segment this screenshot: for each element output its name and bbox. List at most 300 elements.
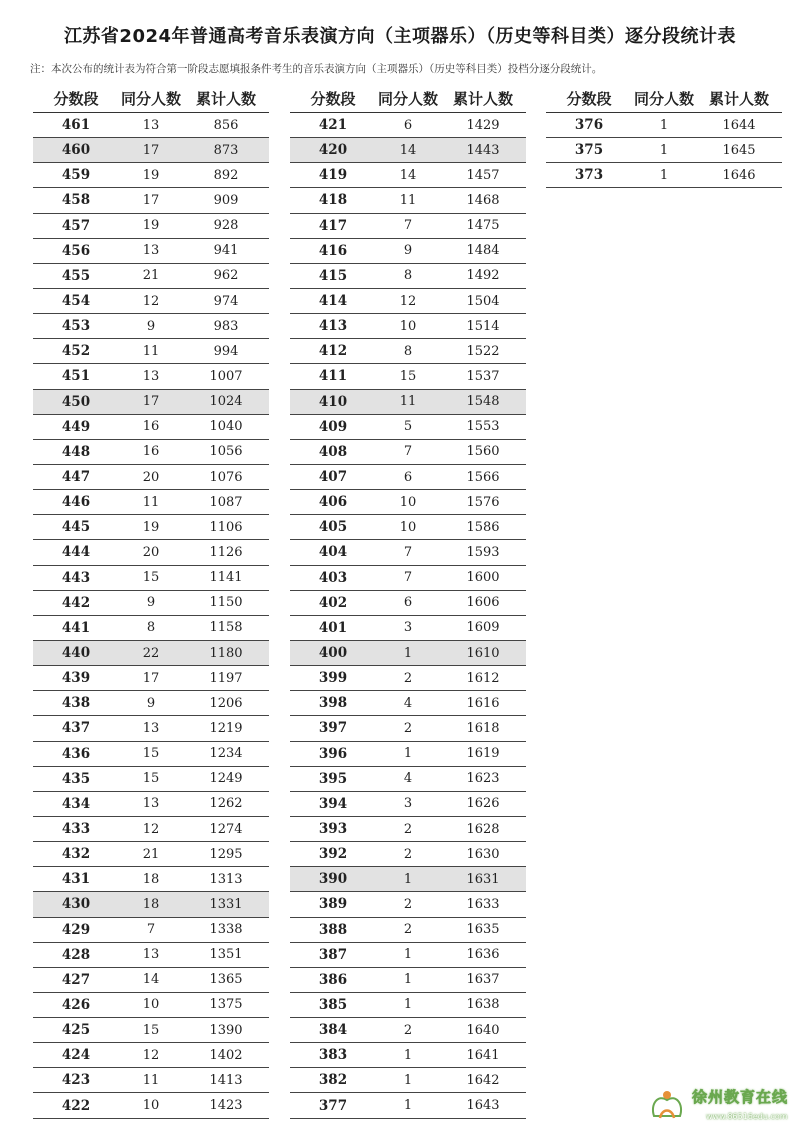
same-score-count-cell: 7 [403,570,413,586]
score-band-cell: 375 [574,142,604,159]
cumulative-count-cell: 1537 [466,368,500,384]
cumulative-count-cell: 1637 [466,972,500,988]
table-row [546,113,782,138]
cumulative-count-cell: 909 [213,192,239,208]
table-row [290,214,526,239]
same-score-count-cell: 20 [142,469,160,485]
score-band-cell: 446 [61,494,91,511]
score-band-cell: 397 [318,720,348,737]
same-score-count-cell: 12 [399,293,417,309]
table-row [33,1043,269,1068]
table-row [33,591,269,616]
same-score-count-cell: 13 [142,796,160,812]
table-row [290,892,526,917]
table-row [290,113,526,138]
table-rows [33,113,269,1119]
same-score-count-cell: 6 [403,469,413,485]
score-band-cell: 457 [61,217,91,234]
score-band-cell: 385 [318,996,348,1013]
table-row [290,691,526,716]
cumulative-count-cell: 1600 [466,570,500,586]
score-band-cell: 406 [318,494,348,511]
table-row [33,1018,269,1043]
score-band-cell: 434 [61,795,91,812]
same-score-count-cell: 3 [403,796,413,812]
score-band-cell: 405 [318,519,348,536]
same-score-count-cell: 11 [142,1072,160,1088]
score-band-cell: 398 [318,695,348,712]
score-band-cell: 438 [61,695,91,712]
same-score-count-cell: 17 [142,670,160,686]
table-header [290,84,526,113]
cumulative-count-cell: 994 [213,343,239,359]
same-score-count-cell: 10 [399,494,417,510]
table-row [33,641,269,666]
cumulative-count-cell: 1197 [209,670,243,686]
score-band-cell: 437 [61,720,91,737]
score-band-cell: 448 [61,443,91,460]
same-score-count-cell: 10 [399,318,417,334]
cumulative-count-cell: 1548 [466,394,500,410]
cumulative-count-cell: 1616 [466,695,500,711]
table-row [33,993,269,1018]
table-header [546,84,782,113]
same-score-count-cell: 9 [403,243,413,259]
same-score-count-cell: 13 [142,720,160,736]
same-score-count-cell: 13 [142,117,160,133]
same-score-count-cell: 9 [146,595,156,611]
same-score-count-cell: 2 [403,922,413,938]
cumulative-count-cell: 1641 [466,1047,500,1063]
cumulative-count-cell: 1586 [466,519,500,535]
score-band-cell: 400 [318,645,348,662]
cumulative-count-cell: 1640 [466,1022,500,1038]
table-row [290,968,526,993]
score-band-cell: 416 [318,242,348,259]
cumulative-count-cell: 1618 [466,720,500,736]
table-row [290,364,526,389]
same-score-count-cell: 13 [142,243,160,259]
same-score-count-cell: 2 [403,821,413,837]
table-row [33,339,269,364]
score-band-cell: 450 [61,393,91,410]
table-row [290,188,526,213]
table-note: 注：本次公布的统计表为符合第一阶段志愿填报条件考生的音乐表演方向（主项器乐）（历史等科目类）投档分逐分段统计。 [30,63,603,75]
score-band-cell: 420 [318,142,348,159]
same-score-count-cell: 1 [403,645,413,661]
cumulative-count-cell: 1076 [209,469,243,485]
cumulative-count-cell: 1646 [722,167,756,183]
cumulative-count-cell: 873 [213,142,239,158]
score-band-cell: 436 [61,745,91,762]
table-row [33,666,269,691]
table-row [33,113,269,138]
table-row [33,314,269,339]
table-row [33,214,269,239]
score-band-cell: 458 [61,192,91,209]
score-table-column-1 [33,84,269,1119]
same-score-count-cell: 16 [142,419,160,435]
table-row [290,918,526,943]
same-score-count-cell: 13 [142,368,160,384]
header-same-score-count: 同分人数 [377,89,438,108]
same-score-count-cell: 1 [659,117,669,133]
same-score-count-cell: 14 [142,972,160,988]
cumulative-count-cell: 1249 [209,771,243,787]
cumulative-count-cell: 1593 [466,544,500,560]
same-score-count-cell: 9 [146,695,156,711]
score-band-cell: 452 [61,343,91,360]
score-band-cell: 410 [318,393,348,410]
score-band-cell: 429 [61,921,91,938]
header-same-score-count: 同分人数 [633,89,694,108]
table-row [290,1093,526,1118]
score-band-cell: 386 [318,971,348,988]
table-row [33,1093,269,1118]
cumulative-count-cell: 1457 [466,167,500,183]
cumulative-count-cell: 1643 [466,1098,500,1114]
cumulative-count-cell: 1423 [209,1098,243,1114]
cumulative-count-cell: 1609 [466,620,500,636]
table-row [290,1018,526,1043]
table-row [546,163,782,188]
cumulative-count-cell: 1313 [209,871,243,887]
table-row [546,138,782,163]
same-score-count-cell: 8 [403,268,413,284]
cumulative-count-cell: 1576 [466,494,500,510]
same-score-count-cell: 11 [399,394,417,410]
cumulative-count-cell: 1630 [466,846,500,862]
score-band-cell: 447 [61,469,91,486]
score-table-column-2 [290,84,526,1119]
table-row [33,415,269,440]
table-row [290,616,526,641]
same-score-count-cell: 21 [142,846,160,862]
same-score-count-cell: 19 [142,519,160,535]
header-score-band: 分数段 [53,89,99,108]
cumulative-count-cell: 1331 [209,896,243,912]
cumulative-count-cell: 1150 [209,595,243,611]
header-score-band: 分数段 [310,89,356,108]
score-band-cell: 390 [318,871,348,888]
score-band-cell: 459 [61,167,91,184]
cumulative-count-cell: 1642 [466,1072,500,1088]
score-band-cell: 461 [61,117,91,134]
table-row [33,264,269,289]
table-row [33,918,269,943]
same-score-count-cell: 17 [142,142,160,158]
table-row [33,691,269,716]
watermark-name: 徐州教育在线 [692,1088,789,1106]
score-band-cell: 418 [318,192,348,209]
score-band-cell: 433 [61,821,91,837]
cumulative-count-cell: 1635 [466,922,500,938]
same-score-count-cell: 12 [142,821,160,837]
same-score-count-cell: 15 [399,368,417,384]
score-band-cell: 377 [318,1097,348,1114]
same-score-count-cell: 18 [142,871,160,887]
table-row [33,867,269,892]
score-band-cell: 387 [318,946,348,963]
cumulative-count-cell: 1219 [209,720,243,736]
table-row [33,490,269,515]
table-row [33,566,269,591]
same-score-count-cell: 17 [142,192,160,208]
same-score-count-cell: 12 [142,1047,160,1063]
score-band-cell: 439 [61,670,91,687]
cumulative-count-cell: 1636 [466,947,500,963]
cumulative-count-cell: 1365 [209,972,243,988]
score-band-cell: 421 [318,117,348,134]
same-score-count-cell: 11 [399,192,417,208]
score-band-cell: 399 [318,670,348,687]
cumulative-count-cell: 1514 [466,318,500,334]
table-row [33,842,269,867]
table-row [290,264,526,289]
same-score-count-cell: 7 [403,444,413,460]
score-band-cell: 419 [318,167,348,184]
cumulative-count-cell: 1484 [466,243,500,259]
cumulative-count-cell: 1619 [466,746,500,762]
header-same-score-count: 同分人数 [120,89,181,108]
cumulative-count-cell: 1628 [466,821,500,837]
table-row [33,289,269,314]
cumulative-count-cell: 1429 [466,117,500,133]
cumulative-count-cell: 1612 [466,670,500,686]
table-row [33,440,269,465]
table-row [290,716,526,741]
same-score-count-cell: 8 [146,620,156,636]
cumulative-count-cell: 1375 [209,997,243,1013]
table-row [290,465,526,490]
table-row [33,163,269,188]
score-band-cell: 435 [61,770,91,787]
same-score-count-cell: 5 [403,419,413,435]
cumulative-count-cell: 1024 [209,394,243,410]
table-row [33,239,269,264]
table-row [33,390,269,415]
table-row [290,591,526,616]
same-score-count-cell: 2 [403,670,413,686]
cumulative-count-cell: 1338 [209,922,243,938]
person-leaf-logo-icon [648,1086,686,1124]
cumulative-count-cell: 1141 [209,570,243,586]
same-score-count-cell: 10 [142,997,160,1013]
same-score-count-cell: 1 [403,1047,413,1063]
same-score-count-cell: 1 [659,167,669,183]
table-row [290,943,526,968]
table-row [33,943,269,968]
table-row [290,490,526,515]
table-row [33,364,269,389]
watermark-url: www.86516edu.com [706,1112,788,1121]
page-title: 江苏省2024年普通高考音乐表演方向（主项器乐）（历史等科目类）逐分段统计表 [63,26,737,47]
same-score-count-cell: 7 [403,544,413,560]
score-band-cell: 441 [61,619,91,636]
same-score-count-cell: 15 [142,1022,160,1038]
cumulative-count-cell: 1553 [466,419,500,435]
score-band-cell: 415 [318,267,348,284]
table-row [290,641,526,666]
table-row [290,540,526,565]
table-row [290,867,526,892]
cumulative-count-cell: 1158 [209,620,243,636]
same-score-count-cell: 2 [403,1022,413,1038]
same-score-count-cell: 4 [403,695,413,711]
table-row [290,289,526,314]
cumulative-count-cell: 1295 [209,846,243,862]
cumulative-count-cell: 1633 [466,896,500,912]
table-row [290,1068,526,1093]
table-row [290,415,526,440]
same-score-count-cell: 3 [403,620,413,636]
same-score-count-cell: 16 [142,444,160,460]
cumulative-count-cell: 1106 [209,519,243,535]
score-band-cell: 403 [318,569,348,586]
same-score-count-cell: 12 [142,293,160,309]
score-band-cell: 407 [318,469,348,486]
score-band-cell: 401 [318,619,348,636]
cumulative-count-cell: 1390 [209,1022,243,1038]
score-band-cell: 404 [318,544,348,561]
same-score-count-cell: 14 [399,167,417,183]
same-score-count-cell: 8 [403,343,413,359]
same-score-count-cell: 2 [403,896,413,912]
same-score-count-cell: 1 [403,1098,413,1114]
table-row [33,742,269,767]
same-score-count-cell: 20 [142,544,160,560]
same-score-count-cell: 2 [403,846,413,862]
same-score-count-cell: 22 [142,645,160,661]
score-band-cell: 383 [318,1047,348,1064]
cumulative-count-cell: 1644 [722,117,756,133]
score-band-cell: 413 [318,318,348,335]
table-row [33,817,269,842]
same-score-count-cell: 1 [403,871,413,887]
table-row [33,515,269,540]
same-score-count-cell: 14 [399,142,417,158]
table-row [290,666,526,691]
same-score-count-cell: 10 [142,1098,160,1114]
score-band-cell: 393 [318,821,348,837]
table-row [290,566,526,591]
cumulative-count-cell: 1262 [209,796,243,812]
score-band-cell: 428 [61,946,91,963]
score-band-cell: 424 [61,1047,91,1064]
score-band-cell: 396 [318,745,348,762]
table-row [290,742,526,767]
table-row [33,188,269,213]
score-band-cell: 455 [61,267,91,284]
same-score-count-cell: 6 [403,595,413,611]
same-score-count-cell: 1 [403,997,413,1013]
cumulative-count-cell: 962 [213,268,239,284]
score-band-cell: 389 [318,896,348,913]
score-band-cell: 394 [318,795,348,812]
score-band-cell: 453 [61,318,91,335]
score-band-cell: 431 [61,871,91,888]
table-row [290,993,526,1018]
score-band-cell: 423 [61,1072,91,1089]
same-score-count-cell: 1 [403,1072,413,1088]
same-score-count-cell: 7 [146,922,156,938]
score-band-cell: 392 [318,846,348,863]
cumulative-count-cell: 1180 [209,645,243,661]
table-row [33,767,269,792]
same-score-count-cell: 10 [399,519,417,535]
table-row [290,138,526,163]
same-score-count-cell: 1 [403,972,413,988]
same-score-count-cell: 21 [142,268,160,284]
cumulative-count-cell: 1638 [466,997,500,1013]
score-band-cell: 408 [318,443,348,460]
table-row [33,716,269,741]
header-score-band: 分数段 [566,89,612,108]
table-row [290,792,526,817]
cumulative-count-cell: 1087 [209,494,243,510]
same-score-count-cell: 15 [142,771,160,787]
same-score-count-cell: 19 [142,218,160,234]
score-band-cell: 382 [318,1072,348,1089]
cumulative-count-cell: 1522 [466,343,500,359]
score-band-cell: 414 [318,293,348,310]
score-band-cell: 454 [61,293,91,310]
score-band-cell: 440 [61,645,91,662]
score-band-cell: 430 [61,896,91,913]
table-row [33,138,269,163]
cumulative-count-cell: 983 [213,318,239,334]
cumulative-count-cell: 856 [213,117,239,133]
score-band-cell: 445 [61,519,91,536]
same-score-count-cell: 11 [142,494,160,510]
score-band-cell: 449 [61,418,91,435]
score-band-cell: 388 [318,921,348,938]
score-band-cell: 425 [61,1022,91,1039]
same-score-count-cell: 15 [142,746,160,762]
cumulative-count-cell: 1606 [466,595,500,611]
table-row [290,440,526,465]
table-row [290,163,526,188]
score-band-cell: 409 [318,418,348,435]
table-row [290,239,526,264]
header-cumulative-count: 累计人数 [195,89,256,108]
score-table-column-3 [546,84,782,188]
cumulative-count-cell: 1626 [466,796,500,812]
table-row [33,1068,269,1093]
cumulative-count-cell: 1560 [466,444,500,460]
cumulative-count-cell: 1402 [209,1047,243,1063]
same-score-count-cell: 13 [142,947,160,963]
cumulative-count-cell: 892 [213,167,239,183]
score-band-cell: 427 [61,971,91,988]
cumulative-count-cell: 1623 [466,771,500,787]
header-cumulative-count: 累计人数 [708,89,769,108]
cumulative-count-cell: 1351 [209,947,243,963]
cumulative-count-cell: 1234 [209,746,243,762]
table-row [33,968,269,993]
same-score-count-cell: 15 [142,570,160,586]
table-row [33,465,269,490]
table-row [290,314,526,339]
cumulative-count-cell: 1610 [466,645,500,661]
same-score-count-cell: 4 [403,771,413,787]
score-band-cell: 444 [61,544,91,561]
score-band-cell: 426 [61,996,91,1013]
same-score-count-cell: 1 [403,947,413,963]
same-score-count-cell: 19 [142,167,160,183]
cumulative-count-cell: 1645 [722,142,756,158]
score-band-cell: 432 [61,846,91,863]
